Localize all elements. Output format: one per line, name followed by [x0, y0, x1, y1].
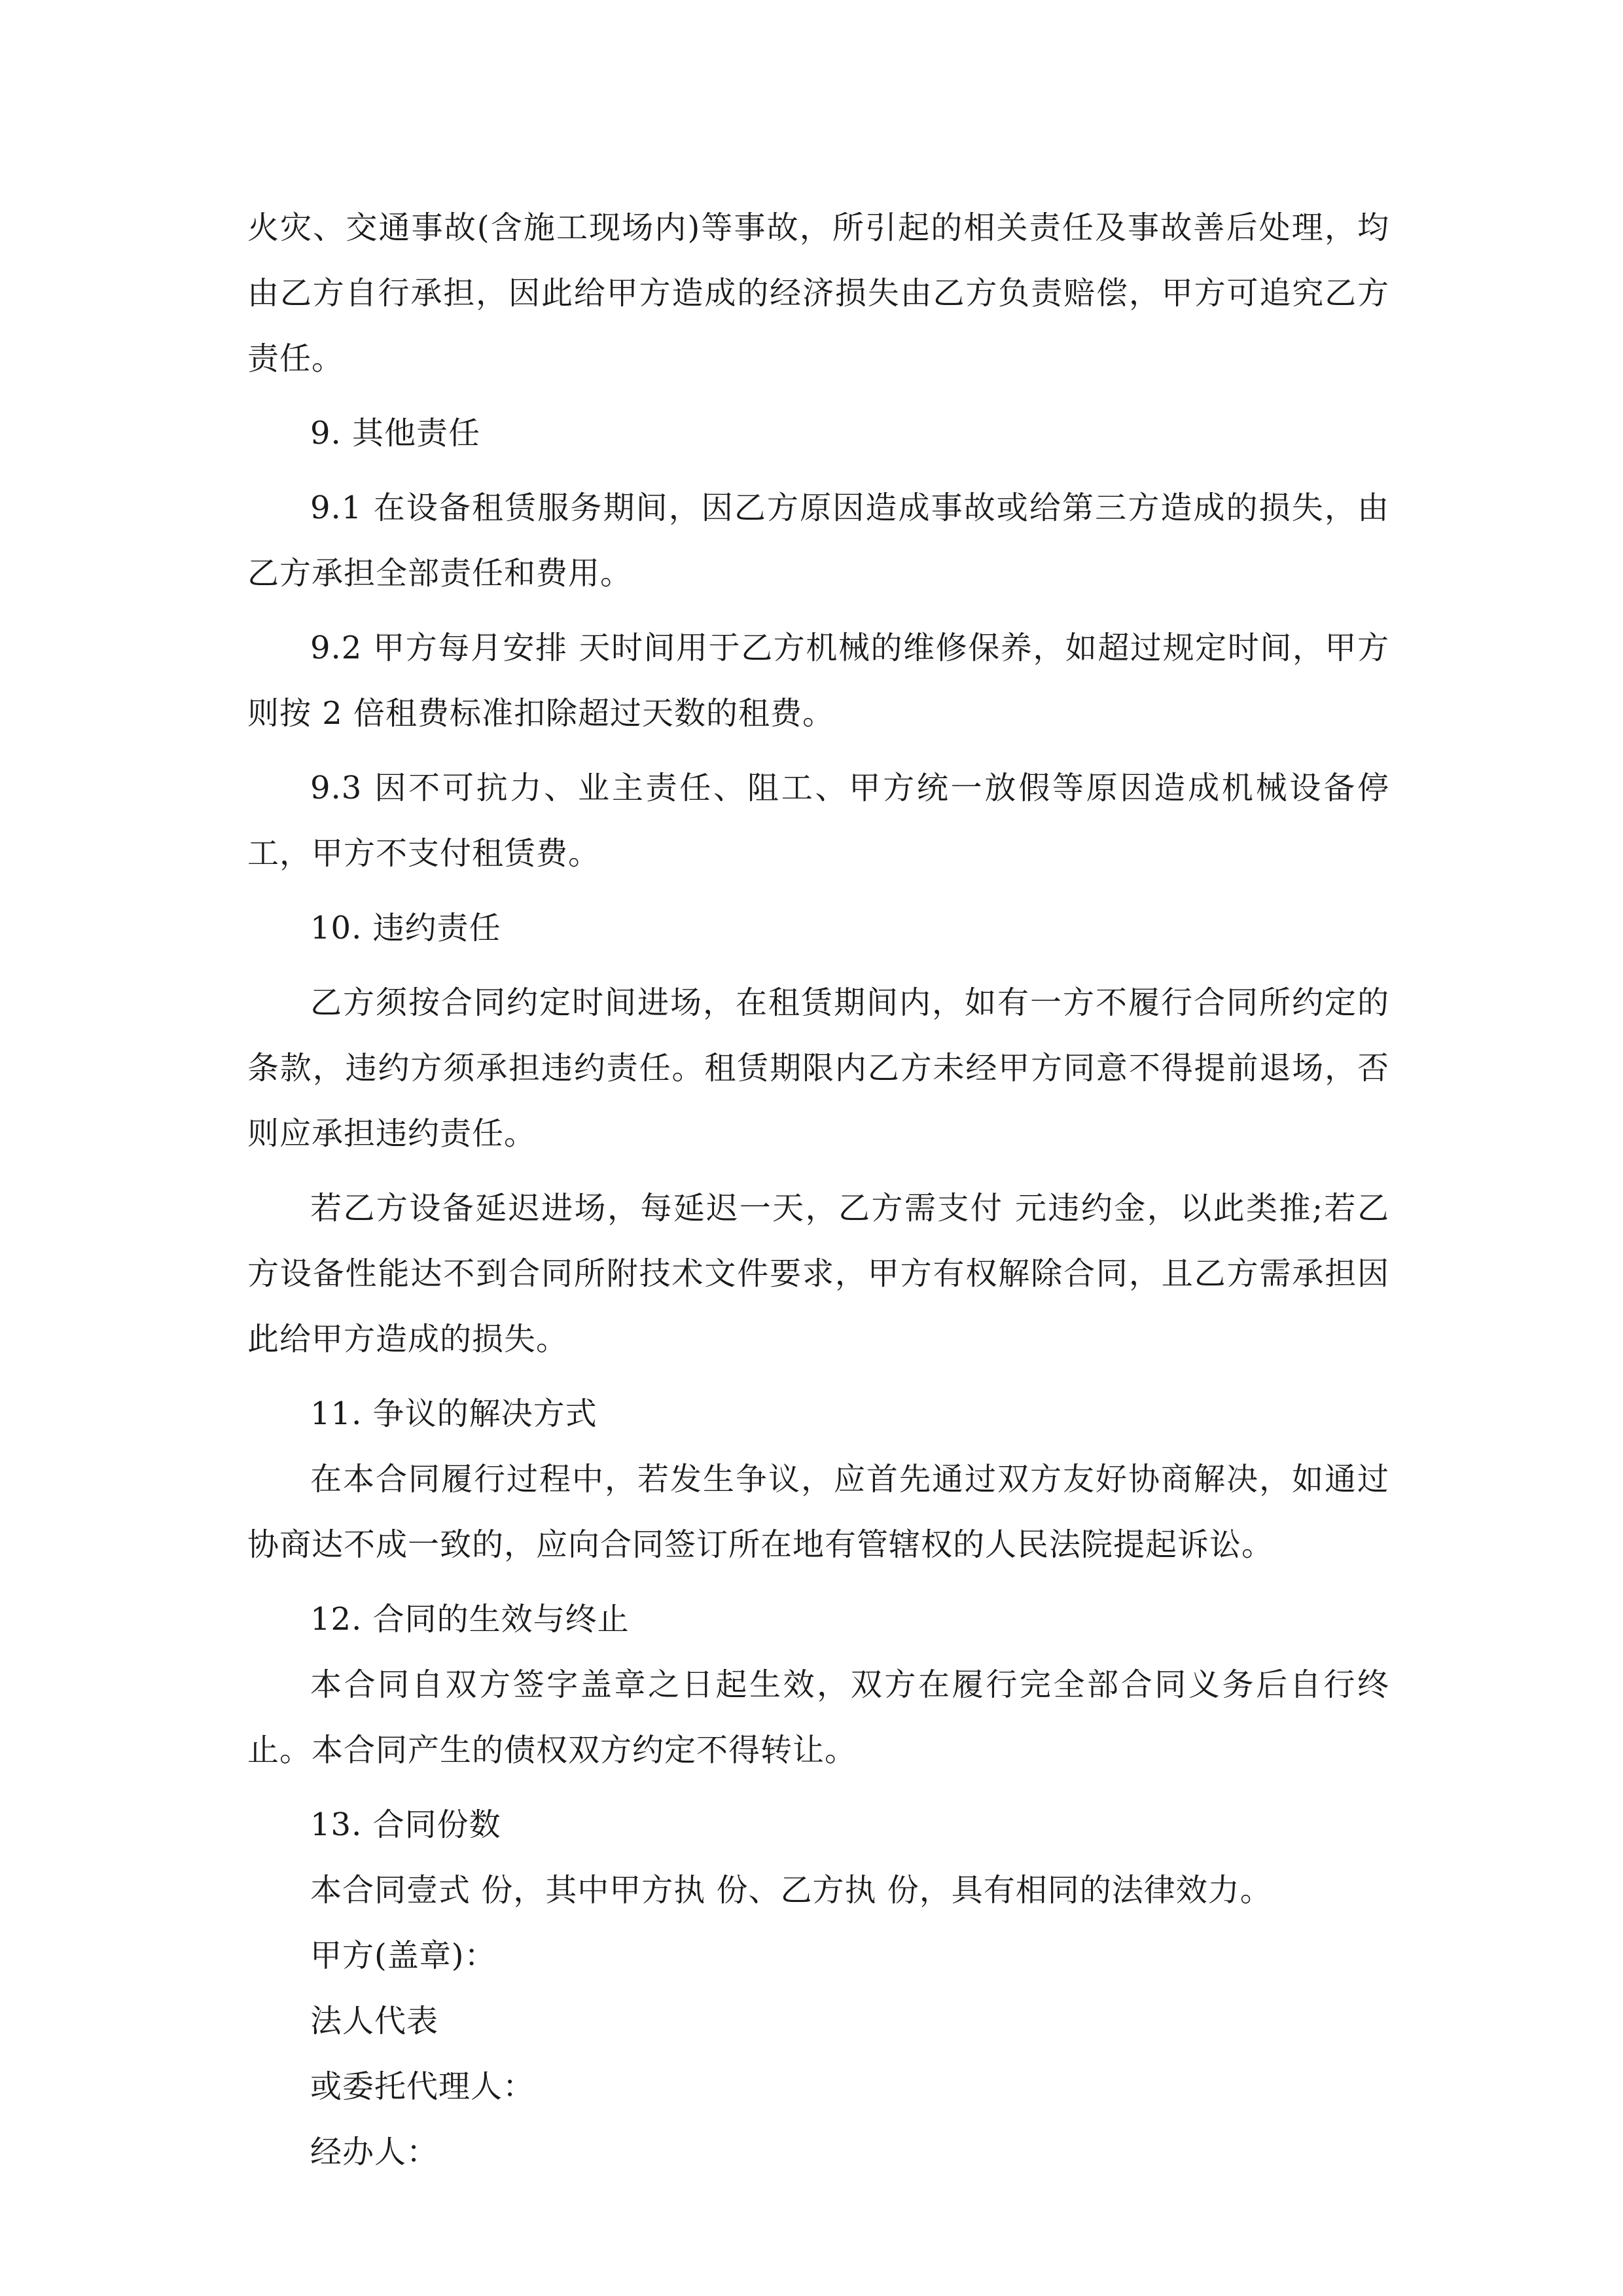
signature-agent: 或委托代理人： — [310, 2068, 535, 2105]
signature-party-a: 甲方(盖章)： — [310, 1937, 497, 1974]
section-heading-13: 13. 合同份数 — [310, 1806, 501, 1843]
section-heading-12: 12. 合同的生效与终止 — [310, 1601, 630, 1638]
clause-10-paragraph-1: 乙方须按合同约定时间进场，在租赁期间内，如有一方不履行合同所约定的条款，违约方须承担违约责任。租赁期限内乙方未经甲方同意不得提前退场，否则应承担违约责任。 — [247, 984, 1389, 1152]
clause-9-3: 9.3 因不可抗力、业主责任、阻工、甲方统一放假等原因造成机械设备停工，甲方不支付租赁费。 — [247, 770, 1389, 872]
clause-11-paragraph: 在本合同履行过程中，若发生争议，应首先通过双方友好协商解决，如通过协商达不成一致的，应向合同签订所在地有管辖权的人民法院提起诉讼。 — [247, 1461, 1389, 1563]
clause-9-2: 9.2 甲方每月安排 天时间用于乙方机械的维修保养，如超过规定时间，甲方则按 2 倍租费标准扣除超过天数的租费。 — [247, 630, 1389, 732]
clause-9-1: 9.1 在设备租赁服务期间，因乙方原因造成事故或给第三方造成的损失，由乙方承担全部责任和费用。 — [247, 490, 1389, 592]
clause-10-paragraph-2: 若乙方设备延迟进场，每延迟一天，乙方需支付 元违约金，以此类推;若乙方设备性能达不到合同所附技术文件要求，甲方有权解除合同，且乙方需承担因此给甲方造成的损失。 — [247, 1190, 1389, 1357]
paragraph-accident-liability: 火灾、交通事故(含施工现场内)等事故，所引起的相关责任及事故善后处理，均由乙方自行承担，因此给甲方造成的经济损失由乙方负责赔偿，甲方可追究乙方责任。 — [247, 209, 1389, 377]
signature-handler: 经办人： — [310, 2134, 439, 2170]
section-heading-9: 9. 其他责任 — [310, 415, 481, 452]
clause-13-paragraph: 本合同壹式 份，其中甲方执 份、乙方执 份，具有相同的法律效力。 — [310, 1872, 1272, 1909]
section-heading-11: 11. 争议的解决方式 — [310, 1395, 597, 1432]
document-body — [247, 195, 1389, 2185]
signature-legal-rep: 法人代表 — [310, 2003, 439, 2039]
section-heading-10: 10. 违约责任 — [310, 910, 501, 946]
clause-12-paragraph: 本合同自双方签字盖章之日起生效，双方在履行完全部合同义务后自行终止。本合同产生的债权双方约定不得转让。 — [247, 1666, 1389, 1768]
